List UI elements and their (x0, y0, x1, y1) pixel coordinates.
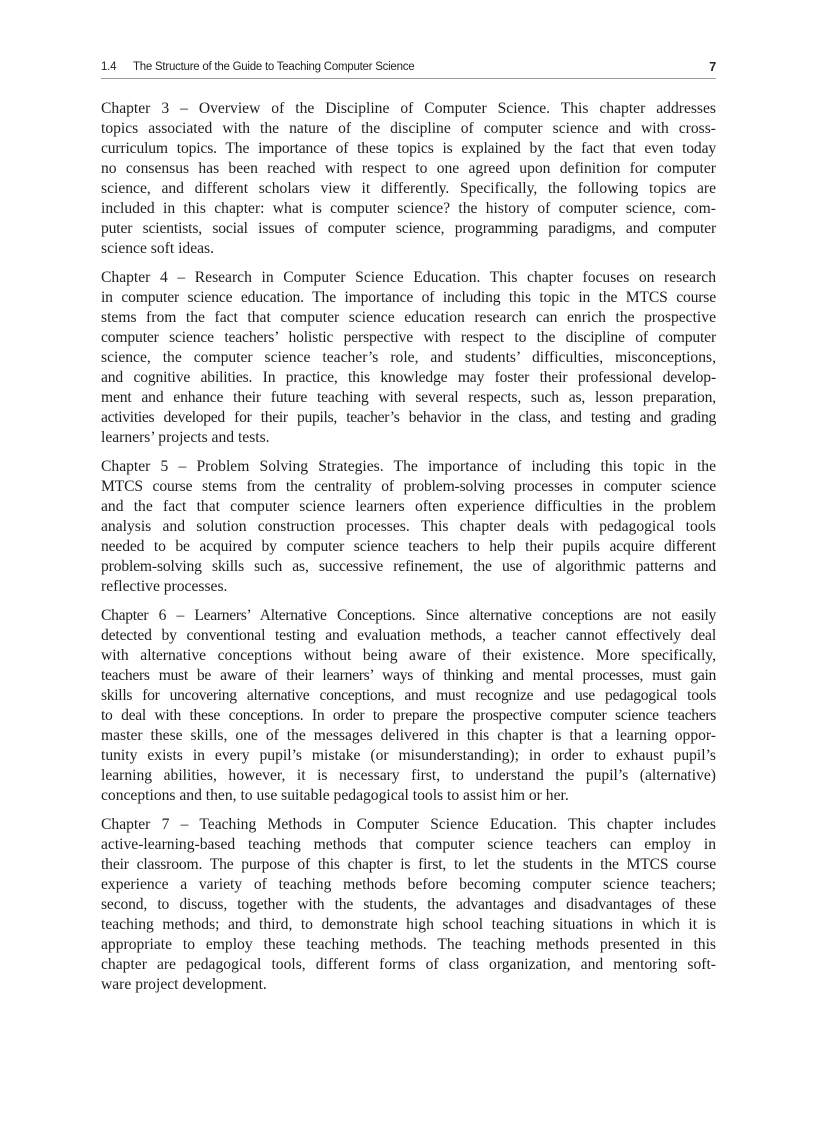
paragraph-chapter-5 (101, 457, 716, 597)
page-body (101, 99, 716, 1004)
text-line: Chapter 5 – Problem Solving Strategies. The importance of including this topic in the (101, 458, 716, 475)
text-line: computer science teachers’ holistic perspective with respect to the discipline of computer (101, 329, 716, 346)
text-line: with alternative conceptions without being aware of their existence. More specifically, (101, 647, 716, 664)
running-head (101, 59, 716, 79)
text-line: science soft ideas. (101, 240, 215, 257)
text-line: science, and different scholars view it differently. Specifically, the following topics are (101, 180, 716, 197)
text-line: teachers must be aware of their learners’ ways of thinking and mental processes, must gain (101, 667, 716, 684)
text-line: analysis and solution construction processes. This chapter deals with pedagogical tools (101, 518, 716, 535)
text-line: chapter are pedagogical tools, different forms of class organization, and mentoring soft- (101, 956, 716, 973)
text-line: problem-solving skills such as, successive refinement, the use of algorithmic patterns and (101, 558, 716, 575)
text-line: tunity exists in every pupil’s mistake (or misunderstanding); in order to exhaust pupil’s (101, 747, 716, 764)
text-line: puter scientists, social issues of computer science, programming paradigms, and computer (101, 220, 716, 237)
text-line: science, the computer science teacher’s role, and students’ difficulties, misconceptions, (101, 349, 716, 366)
text-line: their classroom. The purpose of this chapter is first, to let the students in the MTCS course (101, 856, 716, 873)
text-line: Chapter 4 – Research in Computer Science Education. This chapter focuses on research (101, 269, 716, 286)
text-line: teaching methods; and third, to demonstrate high school teaching situations in which it is (101, 916, 716, 933)
text-line: active-learning-based teaching methods that computer science teachers can employ in (101, 836, 716, 853)
text-line: reflective processes. (101, 578, 228, 595)
paragraph-chapter-3 (101, 99, 716, 259)
section-title: The Structure of the Guide to Teaching Computer Science (133, 61, 415, 73)
text-line: needed to be acquired by computer science teachers to help their pupils acquire different (101, 538, 716, 555)
text-line: learning abilities, however, it is necessary first, to understand the pupil’s (alternative) (101, 767, 716, 784)
text-line: appropriate to employ these teaching methods. The teaching methods presented in this (101, 936, 716, 953)
text-line: included in this chapter: what is computer science? the history of computer science, com- (101, 200, 716, 217)
text-line: learners’ projects and tests. (101, 429, 270, 446)
text-line: ment and enhance their future teaching with several respects, such as, lesson preparation, (101, 389, 716, 406)
text-line: second, to discuss, together with the students, the advantages and disadvantages of these (101, 896, 716, 913)
text-line: experience a variety of teaching methods before becoming computer science teachers; (101, 876, 716, 893)
paragraph-chapter-6 (101, 606, 716, 806)
text-line: and cognitive abilities. In practice, this knowledge may foster their professional develop- (101, 369, 716, 386)
paragraph-chapter-7 (101, 815, 716, 995)
text-line: skills for uncovering alternative conceptions, and must recognize and use pedagogical tools (101, 687, 716, 704)
header-rule (101, 78, 716, 79)
text-line: conceptions and then, to use suitable pedagogical tools to assist him or her. (101, 787, 569, 804)
text-line: ware project development. (101, 976, 267, 993)
text-line: and the fact that computer science learners often experience difficulties in the problem (101, 498, 716, 515)
text-line: Chapter 3 – Overview of the Discipline of Computer Science. This chapter addresses (101, 100, 716, 117)
text-line: stems from the fact that computer science education research can enrich the prospective (101, 309, 716, 326)
section-number: 1.4 (101, 61, 117, 73)
text-line: Chapter 7 – Teaching Methods in Computer Science Education. This chapter includes (101, 816, 716, 833)
text-line: curriculum topics. The importance of these topics is explained by the fact that even today (101, 140, 716, 157)
text-line: master these skills, one of the messages delivered in this chapter is that a learning oppor- (101, 727, 716, 744)
text-line: Chapter 6 – Learners’ Alternative Conceptions. Since alternative conceptions are not easily (101, 607, 716, 624)
text-line: topics associated with the nature of the discipline of computer science and with cross- (101, 120, 716, 137)
text-line: to deal with these conceptions. In order to prepare the prospective computer science teachers (101, 707, 716, 724)
text-line: in computer science education. The importance of including this topic in the MTCS course (101, 289, 716, 306)
text-line: MTCS course stems from the centrality of problem-solving processes in computer science (101, 478, 716, 495)
page-number: 7 (709, 60, 716, 74)
text-line: no consensus has been reached with respect to one agreed upon definition for computer (101, 160, 716, 177)
text-line: detected by conventional testing and evaluation methods, a teacher cannot effectively deal (101, 627, 716, 644)
paragraph-chapter-4 (101, 268, 716, 448)
text-line: activities developed for their pupils, teacher’s behavior in the class, and testing and grading (101, 409, 716, 426)
